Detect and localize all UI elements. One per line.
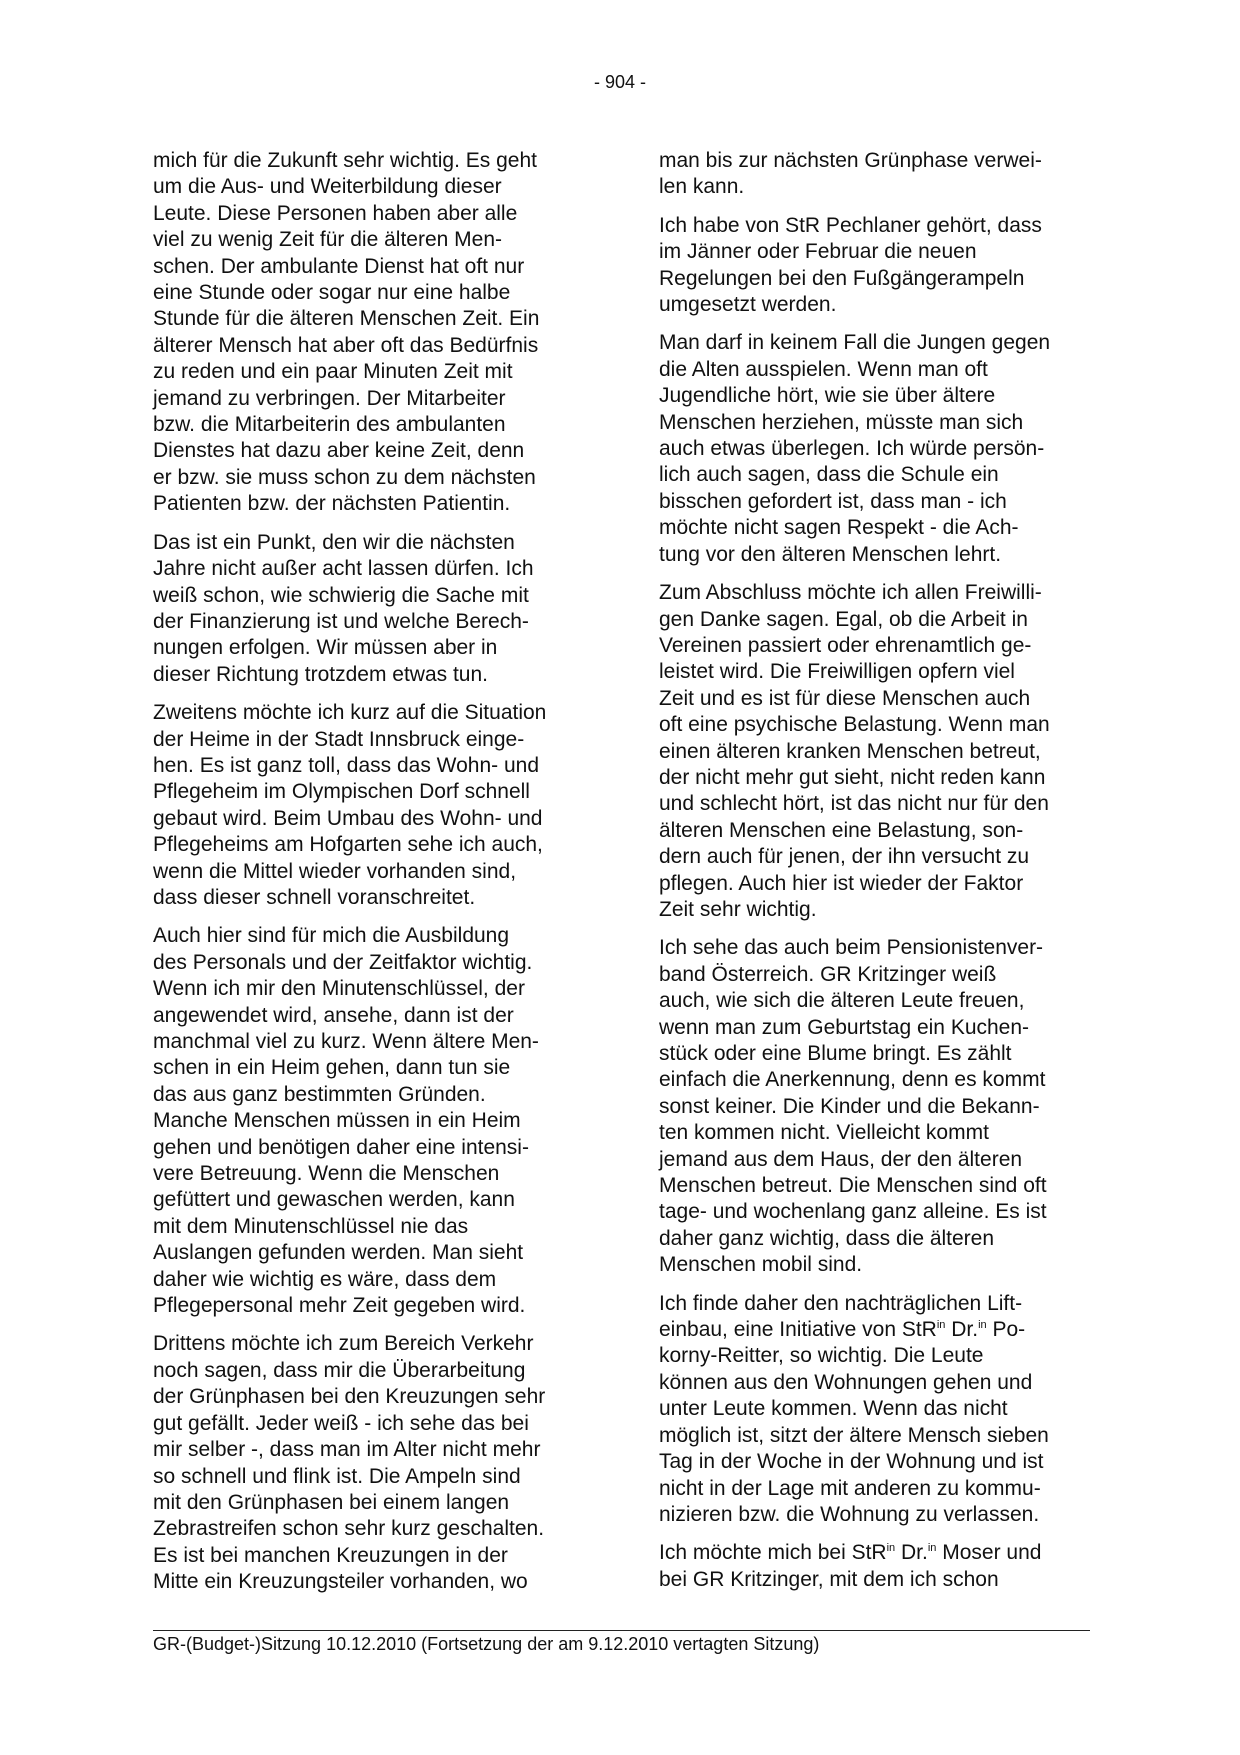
text-line: Menschen herziehen, müsste man sich (659, 410, 1024, 434)
text-line: bzw. die Mitarbeiterin des ambulanten (153, 413, 506, 437)
text-line: Zweitens möchte ich kurz auf die Situation (153, 701, 547, 725)
text-line: dieser Richtung trotzdem etwas tun. (153, 662, 488, 686)
text-line: Pflegepersonal mehr Zeit gegeben wird. (153, 1294, 526, 1318)
text-line: so schnell und flink ist. Die Ampeln sind (153, 1464, 521, 1488)
text-line: wenn man zum Geburtstag ein Kuchen- (659, 1015, 1030, 1039)
text-line: Jugendliche hört, wie sie über ältere (659, 384, 996, 408)
text-line: und schlecht hört, ist das nicht nur für den (659, 792, 1049, 816)
text-line: jemand zu verbringen. Der Mitarbeiter (153, 386, 506, 410)
left-column (153, 148, 588, 1608)
text-line: man bis zur nächsten Grünphase verwei- (659, 149, 1042, 172)
text-line: Ich habe von StR Pechlaner gehört, dass (659, 213, 1042, 237)
text-line: gehen und benötigen daher eine intensi- (153, 1135, 529, 1159)
text-line: gut gefällt. Jeder weiß - ich sehe das bei (153, 1411, 529, 1435)
text-line: wenn die Mittel wieder vorhanden sind, (153, 859, 517, 883)
text-line: Ich finde daher den nachträglichen Lift- (659, 1291, 1023, 1315)
text-line: dern auch für jenen, der ihn versucht zu (659, 845, 1030, 869)
text-line: einfach die Anerkennung, denn es kommt (659, 1068, 1046, 1092)
text-line: tage- und wochenlang ganz alleine. Es ist (659, 1200, 1047, 1224)
text-line: Ich sehe das auch beim Pensionistenver- (659, 936, 1044, 960)
text-line: im Jänner oder Februar die neuen (659, 240, 977, 264)
text-line: len kann. (659, 175, 745, 199)
paragraph (153, 700, 588, 911)
text-line: tung vor den älteren Menschen lehrt. (659, 542, 1002, 566)
paragraph (659, 580, 1094, 923)
text-line: unter Leute kommen. Wenn das nicht (659, 1397, 1008, 1421)
text-line: Auch hier sind für mich die Ausbildung (153, 924, 510, 948)
text-line: gebaut wird. Beim Umbau des Wohn- und (153, 806, 543, 830)
text-line: pflegen. Auch hier ist wieder der Faktor (659, 871, 1024, 895)
text-line: daher ganz wichtig, dass die älteren (659, 1226, 995, 1250)
text-line: Das ist ein Punkt, den wir die nächsten (153, 530, 515, 554)
text-line: bisschen gefordert ist, dass man - ich (659, 489, 1007, 513)
text-line: einbau, eine Initiative von StR$^{in}$ Dr.$^{in}$ Po- (659, 1318, 1026, 1342)
text-line: Mitte ein Kreuzungsteiler vorhanden, wo (153, 1570, 528, 1594)
paragraph (153, 530, 588, 688)
text-line: die Alten ausspielen. Wenn man oft (659, 357, 988, 381)
page-number: - 904 - (593, 72, 647, 92)
text-line: der Grünphasen bei den Kreuzungen sehr (153, 1385, 546, 1409)
text-line: das aus ganz bestimmten Gründen. (153, 1082, 486, 1106)
text-line: Manche Menschen müssen in ein Heim (153, 1109, 521, 1133)
text-line: der Finanzierung ist und welche Berech- (153, 609, 529, 633)
text-line: jemand aus dem Haus, der den älteren (659, 1147, 1023, 1171)
text-line: Pflegeheims am Hofgarten sehe ich auch, (153, 833, 543, 857)
text-line: Zeit und es ist für diese Menschen auch (659, 686, 1031, 710)
text-line: können aus den Wohnungen gehen und (659, 1370, 1033, 1394)
text-line: manchmal viel zu kurz. Wenn ältere Men- (153, 1030, 539, 1053)
text-line: Patienten bzw. der nächsten Patientin. (153, 492, 511, 516)
text-line: der Heime in der Stadt Innsbruck einge- (153, 727, 525, 751)
text-line: der nicht mehr gut sieht, nicht reden kann (659, 765, 1046, 789)
paragraph (659, 213, 1094, 319)
text-line: möglich ist, sitzt der ältere Mensch sieben (659, 1423, 1049, 1447)
paragraph (659, 330, 1094, 568)
text-line: band Österreich. GR Kritzinger weiß (659, 962, 997, 986)
text-line: auch etwas überlegen. Ich würde persön- (659, 437, 1045, 461)
paragraph (153, 923, 588, 1319)
text-line: leistet wird. Die Freiwilligen opfern viel (659, 660, 1015, 684)
text-line: umgesetzt werden. (659, 293, 837, 317)
text-line: einen älteren kranken Menschen betreut, (659, 739, 1041, 763)
text-line: Zeit sehr wichtig. (659, 897, 817, 921)
text-line: nicht in der Lage mit anderen zu kommu- (659, 1476, 1041, 1500)
text-line: weiß schon, wie schwierig die Sache mit (153, 583, 529, 607)
text-line: Auslangen gefunden werden. Man sieht (153, 1241, 524, 1265)
text-line: Dienstes hat dazu aber keine Zeit, denn (153, 439, 525, 463)
text-line: Zum Abschluss möchte ich allen Freiwilli- (659, 581, 1042, 605)
text-line: Wenn ich mir den Minutenschlüssel, der (153, 977, 525, 1001)
paragraph (659, 935, 1094, 1278)
text-line: ten kommen nicht. Vielleicht kommt (659, 1121, 989, 1145)
text-line: viel zu wenig Zeit für die älteren Men- (153, 228, 502, 252)
text-line: mit den Grünphasen bei einem langen (153, 1490, 510, 1514)
text-line: Man darf in keinem Fall die Jungen gegen (659, 331, 1051, 355)
text-line: Tag in der Woche in der Wohnung und ist (659, 1450, 1044, 1474)
text-line: er bzw. sie muss schon zu dem nächsten (153, 465, 536, 489)
text-line: Jahre nicht außer acht lassen dürfen. Ich (153, 557, 534, 581)
text-line: gen Danke sagen. Egal, ob die Arbeit in (659, 607, 1028, 631)
text-line: Es ist bei manchen Kreuzungen in der (153, 1543, 508, 1567)
paragraph (153, 148, 588, 518)
text-line: Regelungen bei den Fußgängerampeln (659, 266, 1025, 290)
paragraph (659, 1540, 1094, 1593)
text-line: gefüttert und gewaschen werden, kann (153, 1188, 515, 1212)
text-line: mich für die Zukunft sehr wichtig. Es geht (153, 149, 537, 172)
text-line: Vereinen passiert oder ehrenamtlich ge- (659, 633, 1032, 657)
right-column (659, 148, 1094, 1605)
text-line: Ich möchte mich bei StR$^{in}$ Dr.$^{in}$ Moser und (659, 1541, 1042, 1565)
text-line: schen in ein Heim gehen, dann tun sie (153, 1056, 511, 1080)
text-line: mir selber -, dass man im Alter nicht mehr (153, 1438, 541, 1462)
text-line: sonst keiner. Die Kinder und die Bekann- (659, 1094, 1040, 1118)
text-line: noch sagen, dass mir die Überarbeitung (153, 1358, 526, 1382)
text-line: bei GR Kritzinger, mit dem ich schon (659, 1567, 999, 1591)
text-line: älterer Mensch hat aber oft das Bedürfnis (153, 333, 539, 357)
text-line: vere Betreuung. Wenn die Menschen (153, 1162, 500, 1186)
text-line: angewendet wird, ansehe, dann ist der (153, 1003, 514, 1027)
text-line: Pflegeheim im Olympischen Dorf schnell (153, 780, 530, 804)
paragraph (659, 148, 1094, 201)
text-line: hen. Es ist ganz toll, dass das Wohn- und (153, 753, 539, 777)
text-line: Menschen betreut. Die Menschen sind oft (659, 1174, 1047, 1198)
text-line: zu reden und ein paar Minuten Zeit mit (153, 360, 513, 384)
text-line: daher wie wichtig es wäre, dass dem (153, 1267, 497, 1291)
text-line: mit dem Minutenschlüssel nie das (153, 1214, 469, 1238)
text-line: korny-Reitter, so wichtig. Die Leute (659, 1344, 984, 1368)
text-line: um die Aus- und Weiterbildung dieser (153, 175, 502, 199)
text-line: Zebrastreifen schon sehr kurz geschalten. (153, 1517, 545, 1541)
text-line: nungen erfolgen. Wir müssen aber in (153, 636, 498, 660)
text-line: eine Stunde oder sogar nur eine halbe (153, 281, 511, 305)
footer-divider (153, 1630, 1090, 1631)
text-line: dass dieser schnell voranschreitet. (153, 885, 476, 909)
text-line: Leute. Diese Personen haben aber alle (153, 201, 518, 225)
paragraph (153, 1331, 588, 1595)
text-line: auch, wie sich die älteren Leute freuen, (659, 989, 1025, 1013)
text-line: Stunde für die älteren Menschen Zeit. Ein (153, 307, 540, 331)
text-line: des Personals und der Zeitfaktor wichtig. (153, 950, 533, 974)
text-line: stück oder eine Blume bringt. Es zählt (659, 1042, 1012, 1065)
text-line: Drittens möchte ich zum Bereich Verkehr (153, 1332, 534, 1356)
text-line: älteren Menschen eine Belastung, son- (659, 818, 1024, 842)
text-line: schen. Der ambulante Dienst hat oft nur (153, 254, 525, 278)
footer-text: GR-(Budget-)Sitzung 10.12.2010 (Fortsetzung der am 9.12.2010 vertagten Sitzung) (153, 1634, 820, 1654)
text-line: nizieren bzw. die Wohnung zu verlassen. (659, 1502, 1040, 1526)
paragraph (659, 1291, 1094, 1529)
text-line: möchte nicht sagen Respekt - die Ach- (659, 516, 1019, 540)
text-line: Menschen mobil sind. (659, 1253, 863, 1277)
text-line: oft eine psychische Belastung. Wenn man (659, 713, 1050, 737)
text-line: lich auch sagen, dass die Schule ein (659, 463, 999, 487)
